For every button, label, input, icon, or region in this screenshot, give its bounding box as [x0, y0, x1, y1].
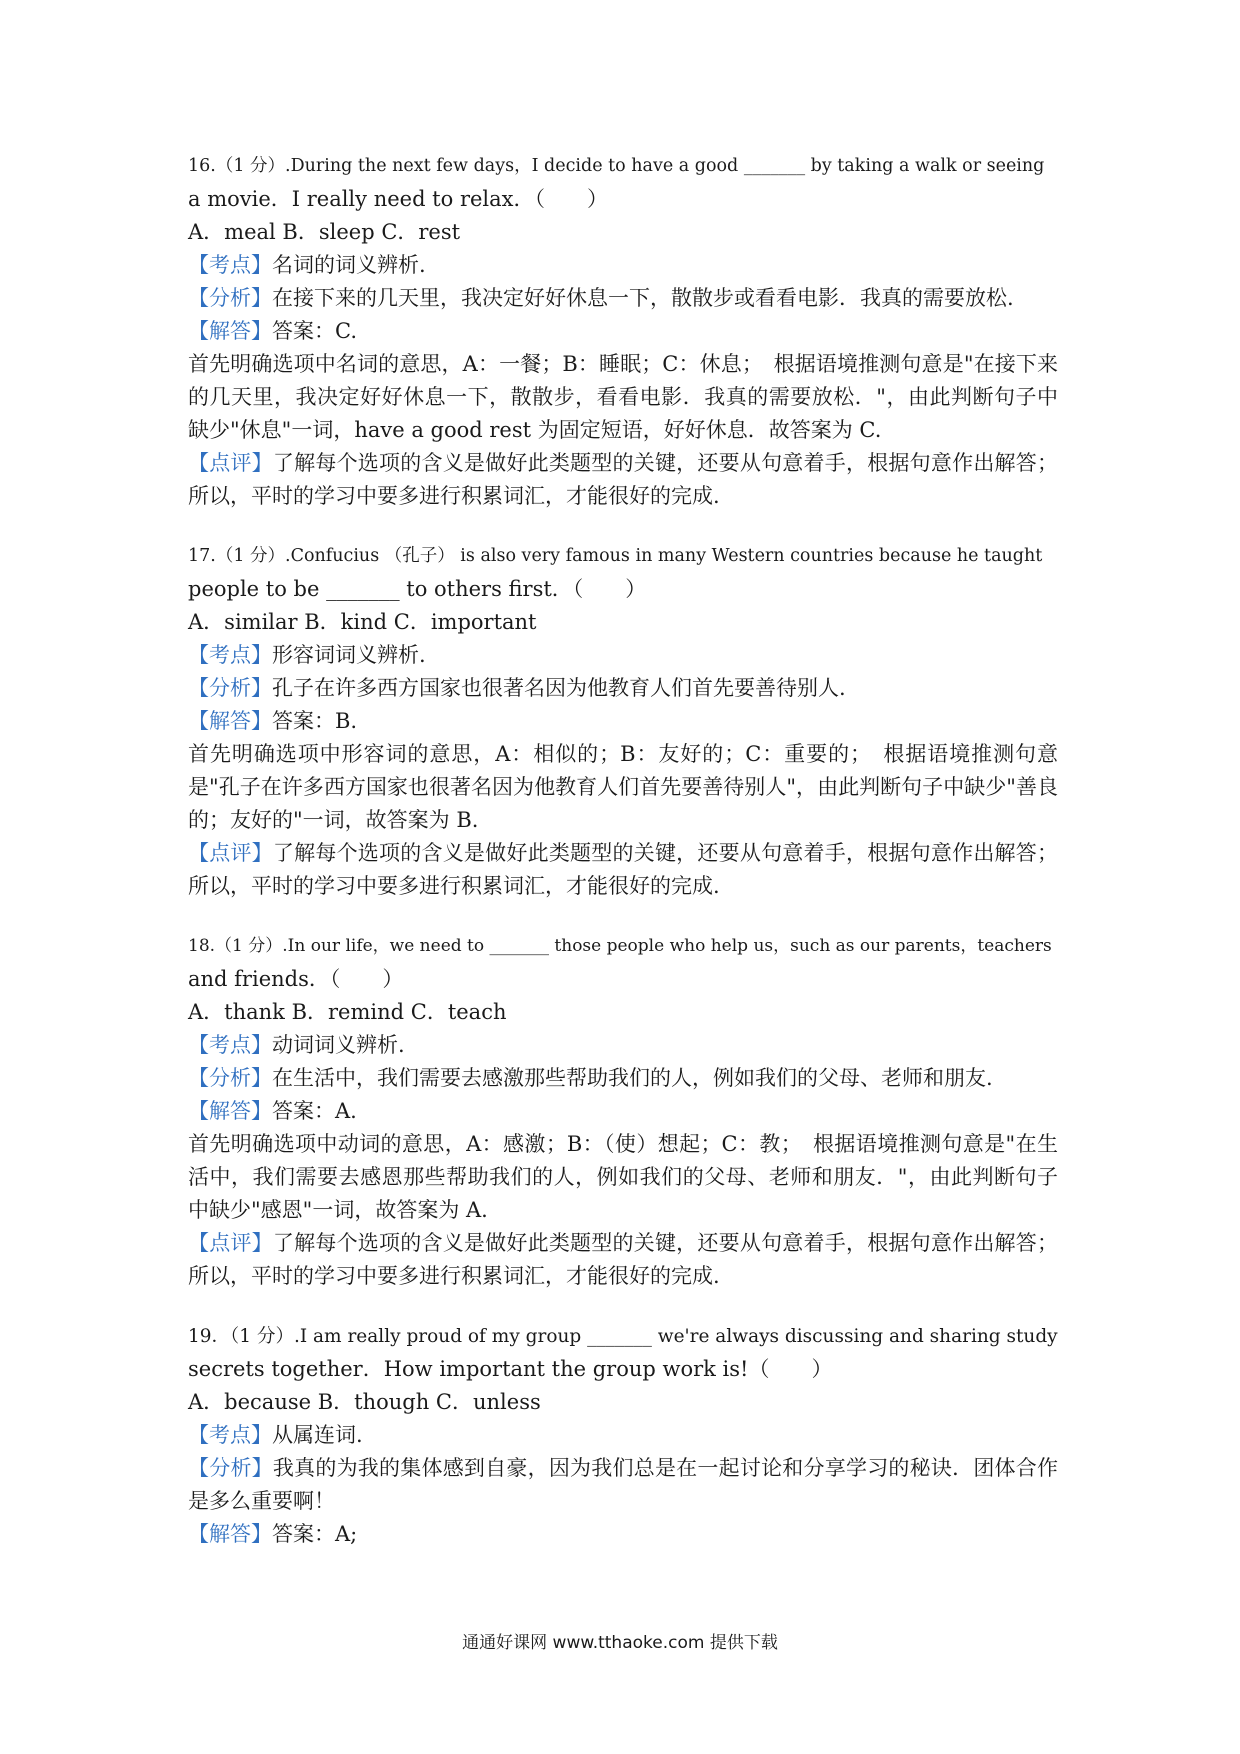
kaodian-row [188, 249, 1058, 282]
fenxi-text: 孔子在许多西方国家也很著名因为他教育人们首先要善待别人. [272, 676, 846, 700]
fenxi-tag: 【分析】 [188, 286, 272, 310]
kaodian-text: 形容词词义辨析. [272, 643, 426, 667]
fenxi-tag: 【分析】 [188, 1456, 273, 1480]
explanation-text: 首先明确选项中动词的意思，A：感激；B：（使）想起；C：教； 根据语境推测句意是"在生活中，我们需要去感恩那些帮助我们的人，例如我们的父母、老师和朋友．"，由此判断句子中缺少"感恩"一词，故答案为 A. [188, 1132, 1058, 1222]
question-stem-cont: people to be _______ to others first．（ ） [188, 577, 647, 601]
fenxi-text: 我真的为我的集体感到自豪，因为我们总是在一起讨论和分享学习的秘诀．团体合作是多么重要啊！ [188, 1456, 1059, 1513]
jieda-tag: 【解答】 [188, 1522, 272, 1546]
page-footer: 通通好课网 www.tthaoke.com 提供下载 [462, 1633, 778, 1653]
question-stem-cont: and friends．（ ） [188, 967, 404, 991]
explanation-text: 首先明确选项中形容词的意思，A：相似的；B：友好的；C：重要的； 根据语境推测句意是"孔子在许多西方国家也很著名因为他教育人们首先要善待别人"，由此判断句子中缺少"善良的；友好的"一词，故答案为 B. [188, 742, 1058, 832]
jieda-row [188, 315, 1058, 348]
question-options: A．because B．though C．unless [188, 1390, 541, 1414]
kaodian-tag: 【考点】 [188, 643, 272, 667]
dianping-tag: 【点评】 [188, 451, 273, 475]
jieda-row [188, 1095, 1058, 1128]
kaodian-text: 从属连词. [272, 1423, 363, 1447]
question-18 [188, 930, 1058, 1293]
kaodian-text: 动词词义辨析. [272, 1033, 405, 1057]
fenxi-row [188, 1452, 1058, 1518]
dianping-text: 了解每个选项的含义是做好此类题型的关键，还要从句意着手，根据句意作出解答；所以，平时的学习中要多进行积累词汇，才能很好的完成. [188, 841, 1059, 898]
kaodian-tag: 【考点】 [188, 1423, 272, 1447]
jieda-row [188, 705, 1058, 738]
kaodian-row [188, 1029, 1058, 1062]
question-17 [188, 540, 1058, 903]
jieda-tag: 【解答】 [188, 319, 272, 343]
page-content [188, 150, 1058, 1578]
dianping-row [188, 447, 1058, 513]
jieda-text: 答案：C. [272, 319, 357, 343]
fenxi-text: 在接下来的几天里，我决定好好休息一下，散散步或看看电影．我真的需要放松. [272, 286, 1014, 310]
question-stem: 18.（1 分）.In our life，we need to _______ those people who help us，such as our parents，teachers [188, 936, 1052, 956]
fenxi-tag: 【分析】 [188, 1066, 272, 1090]
question-options: A．similar B．kind C．important [188, 610, 537, 634]
question-16 [188, 150, 1058, 513]
dianping-text: 了解每个选项的含义是做好此类题型的关键，还要从句意着手，根据句意作出解答；所以，平时的学习中要多进行积累词汇，才能很好的完成. [188, 451, 1059, 508]
kaodian-tag: 【考点】 [188, 1033, 272, 1057]
jieda-tag: 【解答】 [188, 1099, 272, 1123]
fenxi-text: 在生活中，我们需要去感激那些帮助我们的人，例如我们的父母、老师和朋友. [272, 1066, 993, 1090]
jieda-text: 答案：A. [272, 1099, 357, 1123]
question-options: A．meal B．sleep C．rest [188, 220, 461, 244]
kaodian-text: 名词的词义辨析. [272, 253, 426, 277]
dianping-tag: 【点评】 [188, 841, 273, 865]
question-stem: 17.（1 分）.Confucius （孔子） is also very famous in many Western countries because he taught [188, 546, 1043, 566]
dianping-row [188, 1227, 1058, 1293]
jieda-text: 答案：A; [272, 1522, 358, 1546]
dianping-row [188, 837, 1058, 903]
question-stem-cont: a movie．I really need to relax．（ ） [188, 187, 608, 211]
question-stem: 19．（1 分）.I am really proud of my group _______ we're always discussing and sharing study [188, 1326, 1058, 1347]
fenxi-row [188, 1062, 1058, 1095]
kaodian-tag: 【考点】 [188, 253, 272, 277]
question-options: A．thank B．remind C．teach [188, 1000, 507, 1024]
explanation-text: 首先明确选项中名词的意思，A：一餐；B：睡眠；C：休息； 根据语境推测句意是"在接下来的几天里，我决定好好休息一下，散散步，看看电影．我真的需要放松．"，由此判断句子中缺少"休息"一词，have a good rest 为固定短语，好好休息．故答案为 C. [188, 352, 1058, 442]
jieda-row [188, 1518, 1058, 1551]
fenxi-tag: 【分析】 [188, 676, 272, 700]
question-stem-cont: secrets together．How important the group work is!（ ） [188, 1357, 833, 1381]
jieda-text: 答案：B. [272, 709, 358, 733]
jieda-tag: 【解答】 [188, 709, 272, 733]
kaodian-row [188, 639, 1058, 672]
kaodian-row [188, 1419, 1058, 1452]
dianping-text: 了解每个选项的含义是做好此类题型的关键，还要从句意着手，根据句意作出解答；所以，平时的学习中要多进行积累词汇，才能很好的完成. [188, 1231, 1059, 1288]
dianping-tag: 【点评】 [188, 1231, 273, 1255]
fenxi-row [188, 672, 1058, 705]
question-19 [188, 1320, 1058, 1551]
question-stem: 16.（1 分）.During the next few days，I decide to have a good _______ by taking a walk or seeing [188, 156, 1045, 176]
fenxi-row [188, 282, 1058, 315]
